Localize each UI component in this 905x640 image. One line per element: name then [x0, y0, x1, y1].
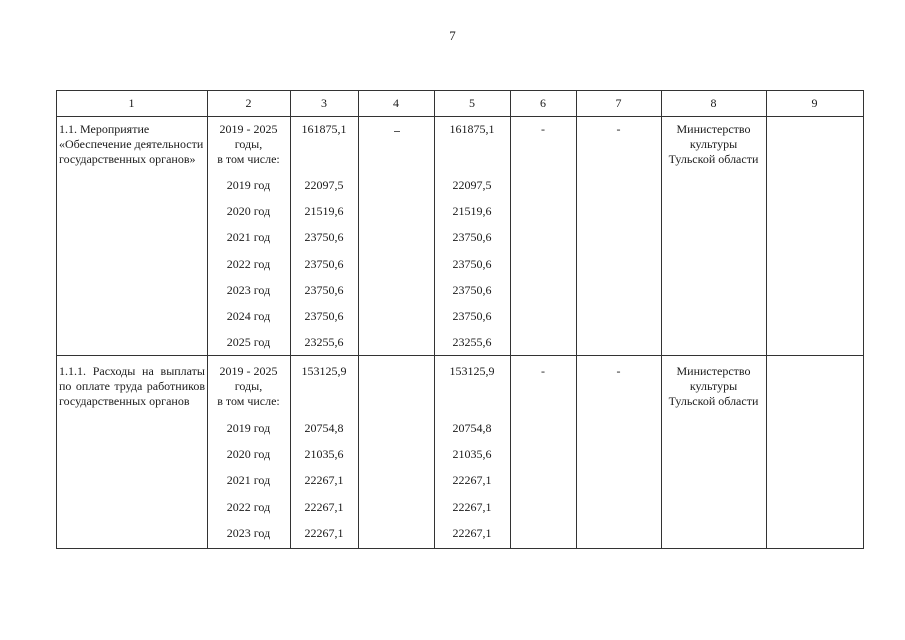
year-value-col3: 22267,1 [304, 473, 344, 487]
executor-line: Министерство [676, 122, 751, 136]
year-value-col3: 21519,6 [304, 204, 344, 218]
dash-col7: - [616, 122, 621, 136]
executor-line: культуры [689, 379, 738, 393]
table-bottom-border [56, 548, 864, 549]
column-header-6: 6 [540, 96, 546, 110]
period-line: в том числе: [217, 394, 280, 408]
year-value-col3: 21035,6 [304, 447, 344, 461]
year-value-col5: 23255,6 [452, 335, 492, 349]
total-col5: 153125,9 [449, 364, 495, 378]
year-label: 2021 год [226, 230, 271, 244]
column-header-2: 2 [245, 96, 252, 110]
year-value-col5: 22267,1 [452, 500, 492, 514]
year-label: 2019 год [226, 178, 271, 192]
col-border [576, 90, 577, 549]
column-header-3: 3 [321, 96, 327, 110]
year-value-col5: 20754,8 [452, 421, 492, 435]
col-border [766, 90, 767, 549]
year-value-col5: 23750,6 [452, 309, 492, 323]
year-value-col5: 23750,6 [452, 257, 492, 271]
year-value-col5: 21035,6 [452, 447, 492, 461]
period-line: 2019 - 2025 [219, 122, 278, 136]
col-border [56, 90, 57, 549]
period-line: годы, [234, 137, 263, 151]
year-label: 2023 год [226, 526, 271, 540]
year-label: 2024 год [226, 309, 271, 323]
year-label: 2021 год [226, 473, 271, 487]
year-value-col5: 21519,6 [452, 204, 492, 218]
dash-mark [394, 131, 400, 132]
activity-description: 1.1. Мероприятие «Обеспечение деятельности государственных органов» [59, 122, 204, 166]
year-value-col3: 23255,6 [304, 335, 344, 349]
total-col5: 161875,1 [449, 122, 495, 136]
executor-line: Министерство [676, 364, 751, 378]
activity-description: 1.1.1. Расходы на выплаты по оплате труда работников государственных органов [59, 364, 205, 408]
dash-col6: - [541, 122, 545, 136]
col-border [358, 90, 359, 549]
year-value-col3: 22267,1 [304, 500, 344, 514]
year-value-col5: 22267,1 [452, 473, 492, 487]
year-value-col5: 23750,6 [452, 230, 492, 244]
executor-line: Тульской области [668, 394, 759, 408]
column-header-7: 7 [615, 96, 622, 110]
table-top-border [56, 90, 864, 91]
year-value-col3: 23750,6 [304, 257, 344, 271]
executor-line: культуры [689, 137, 738, 151]
year-value-col3: 22267,1 [304, 526, 344, 540]
year-label: 2025 год [226, 335, 271, 349]
column-header-8: 8 [710, 96, 717, 110]
year-label: 2022 год [226, 500, 271, 514]
col-border [863, 90, 864, 549]
year-label: 2023 год [226, 283, 271, 297]
column-header-1: 1 [128, 96, 135, 110]
year-value-col3: 23750,6 [304, 309, 344, 323]
col-border [510, 90, 511, 549]
total-col3: 161875,1 [301, 122, 347, 136]
year-value-col5: 22267,1 [452, 526, 492, 540]
column-header-9: 9 [811, 96, 818, 110]
budget-table [56, 90, 864, 549]
column-header-5: 5 [469, 96, 475, 110]
column-header-4: 4 [393, 96, 399, 110]
period-line: в том числе: [217, 152, 280, 166]
year-value-col3: 22097,5 [304, 178, 344, 192]
year-value-col3: 23750,6 [304, 230, 344, 244]
year-label: 2019 год [226, 421, 271, 435]
total-col3: 153125,9 [301, 364, 347, 378]
year-label: 2020 год [226, 447, 271, 461]
year-value-col3: 23750,6 [304, 283, 344, 297]
year-label: 2020 год [226, 204, 271, 218]
period-line: 2019 - 2025 [219, 364, 278, 378]
year-value-col5: 22097,5 [452, 178, 492, 192]
year-value-col5: 23750,6 [452, 283, 492, 297]
period-line: годы, [234, 379, 263, 393]
header-bottom-border [56, 116, 864, 117]
year-value-col3: 20754,8 [304, 421, 344, 435]
dash-col7: - [616, 364, 621, 378]
section-divider [56, 355, 864, 356]
page-number: 7 [449, 28, 456, 43]
year-label: 2022 год [226, 257, 271, 271]
dash-col6: - [541, 364, 545, 378]
executor-line: Тульской области [668, 152, 759, 166]
